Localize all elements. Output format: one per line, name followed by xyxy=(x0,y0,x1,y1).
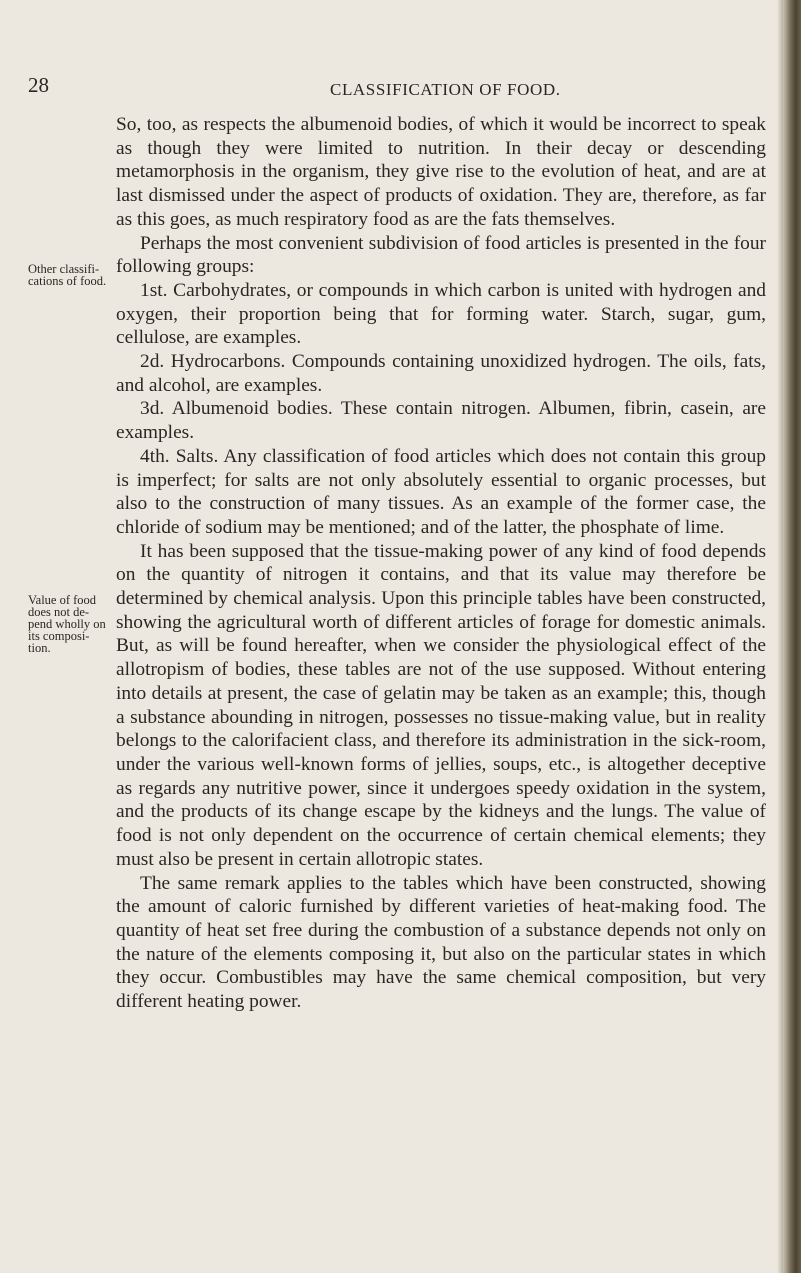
paragraph-hydrocarbons: 2d. Hydrocarbons. Compounds containing unoxidized hydrogen. The oils, fats, and alcohol, are examples. xyxy=(116,351,766,396)
margin-note-line: Other classifi- xyxy=(28,262,100,276)
margin-note-line: its composi- xyxy=(28,629,90,643)
paragraph-albumenoid-bodies: 3d. Albumenoid bodies. These contain nitrogen. Albumen, fibrin, casein, are examples. xyxy=(116,398,766,444)
page-number: 28 xyxy=(28,73,49,97)
paragraph-caloric-tables: The same remark applies to the tables which have been constructed, showing the amount of caloric furnished by different varieties of heat-making food. The quantity of heat set free during the combustion of a substance depends not only on the nature of the elements composing it, but also on the particular states in which they occur. Combustibles may have the same chemical composition, but very different heating power. xyxy=(116,872,766,1013)
paragraph-salts: 4th. Salts. Any classification of food articles which does not contain this group is imperfect; for salts are not only absolutely essential to organic processes, but also to the construction of many tissues. As an example of the former case, the chloride of sodium may be mentioned; and of the latter, the phosphate of lime. xyxy=(116,445,766,538)
body-text xyxy=(116,113,766,1014)
margin-note-line: Value of food xyxy=(28,593,97,607)
margin-note-value-of-food xyxy=(28,594,114,654)
margin-note-line: pend wholly on xyxy=(28,617,106,631)
margin-note-classifications xyxy=(28,263,114,287)
paragraph-carbohydrates: 1st. Carbohydrates, or compounds in which carbon is united with hydrogen and oxygen, their proportion being that for forming water. Starch, sugar, gum, cellulose, are examples. xyxy=(116,279,766,349)
margin-note-line: cations of food. xyxy=(28,274,107,288)
paragraph-subdivision: Perhaps the most convenient subdivision of food articles is presented in the four following groups: xyxy=(116,232,766,278)
paragraph-albumenoid: So, too, as respects the albumenoid bodies, of which it would be incorrect to speak as though they were limited to nutrition. In their decay or descending metamorphosis in the organism, they give rise to the evolution of heat, and are at last dismissed under the aspect of products of oxidation. They are, therefore, as far as this goes, as much respiratory food as are the fats themselves. xyxy=(116,114,766,230)
paragraph-tissue-making: It has been supposed that the tissue-making power of any kind of food depends on the quantity of nitrogen it contains, and that its value may therefore be determined by chemical analysis. Upon this principle tables have been constructed, showing the agricultural worth of different articles of forage for domestic animals. But, as will be found hereafter, when we consider the physiological effect of the allotropism of bodies, these tables are not of the use supposed. Without entering into details at present, the case of gelatin may be taken as an example; this, though a substance abounding in nitrogen, possesses no tissue-making value, but in reality belongs to the calorifacient class, and therefore its administration in the sick-room, under the various well-known forms of jellies, soups, etc., is altogether deceptive as regards any nutritive power, since it undergoes speedy oxidation in the system, and the products of its change escape by the kidneys and the lungs. The value of food is not only dependent on the occurrence of certain chemical elements; they must also be present in certain allotropic states. xyxy=(116,540,766,870)
book-binding-edge xyxy=(783,0,801,1273)
margin-note-line: does not de- xyxy=(28,605,90,619)
margin-note-line: tion. xyxy=(28,641,51,655)
running-title: CLASSIFICATION OF FOOD. xyxy=(330,80,561,99)
